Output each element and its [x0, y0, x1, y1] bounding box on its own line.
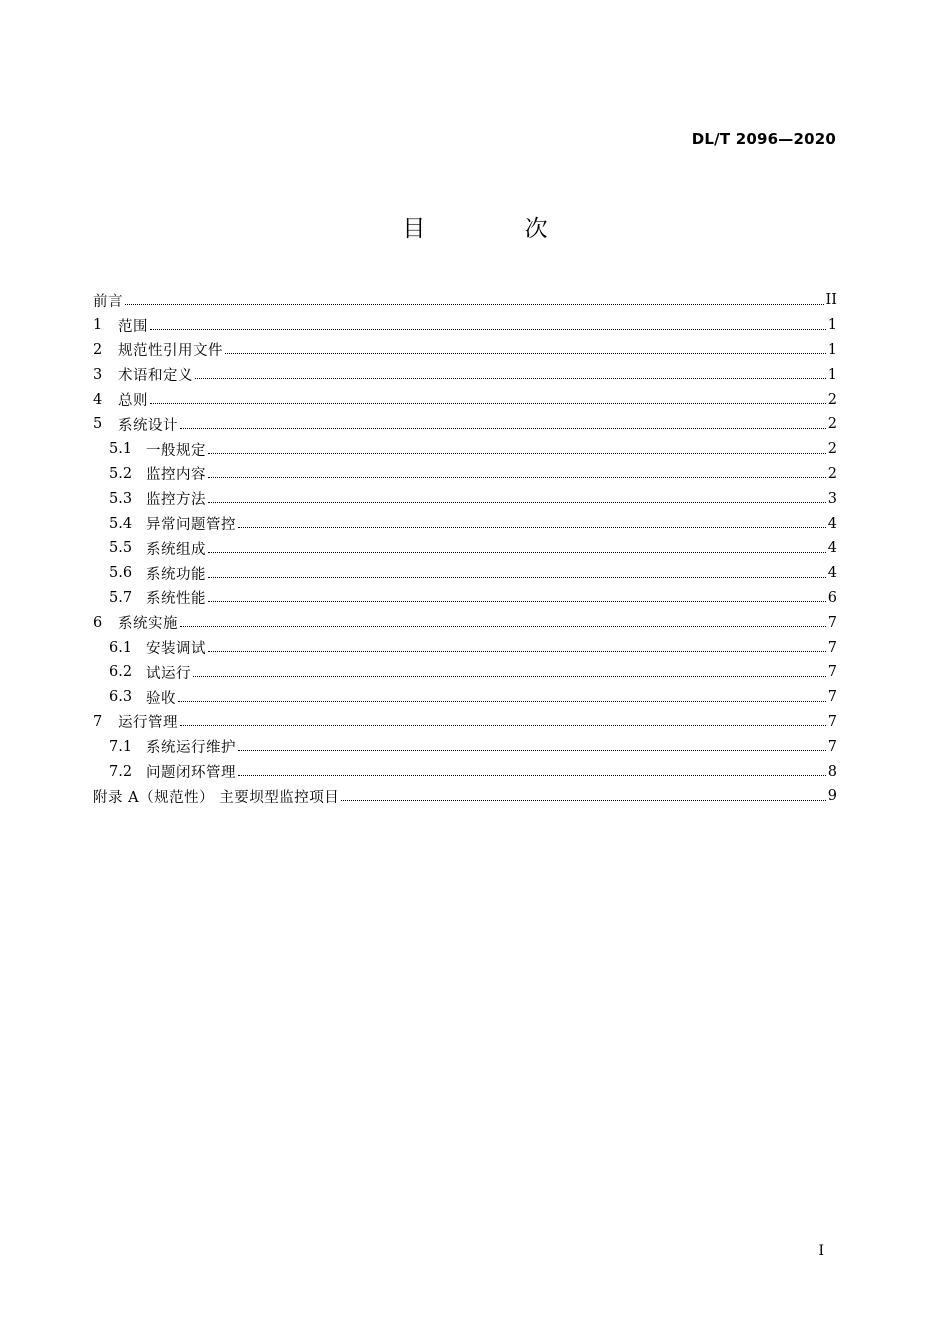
- toc-entry-title: 系统运行维护: [146, 740, 236, 757]
- toc-entry-title: 规范性引用文件: [118, 343, 223, 360]
- toc-entry-page: 6: [827, 589, 837, 606]
- toc-entry[interactable]: [93, 759, 837, 784]
- toc-dot-leader: [238, 527, 826, 528]
- toc-entry-title: 系统组成: [146, 541, 206, 558]
- toc-entry-page: II: [825, 292, 837, 309]
- toc-entry-number: 5.3: [109, 490, 133, 507]
- toc-entry-title: 监控方法: [146, 492, 206, 509]
- toc-entry-number: 5.7: [109, 589, 133, 606]
- toc-dot-leader: [208, 502, 826, 503]
- toc-entry[interactable]: [93, 586, 837, 611]
- toc-entry-page: 2: [827, 465, 837, 482]
- toc-entry-number: 7.1: [109, 738, 133, 755]
- toc-entry-number: 2: [93, 341, 103, 358]
- toc-dot-leader: [193, 676, 826, 677]
- toc-entry-title: 范围: [118, 318, 148, 335]
- toc-entry-page: 7: [827, 664, 837, 681]
- toc-entry-number: 6: [93, 614, 103, 631]
- toc-entry[interactable]: [93, 734, 837, 759]
- toc-entry-page: 1: [827, 317, 837, 334]
- toc-entry-number: 5.6: [109, 565, 133, 582]
- toc-entry[interactable]: [93, 685, 837, 710]
- toc-entry-number: 7.2: [109, 763, 133, 780]
- toc-entry-number: 1: [93, 317, 103, 334]
- toc-entry-page: 7: [827, 738, 837, 755]
- toc-dot-leader: [180, 725, 826, 726]
- toc-dot-leader: [195, 378, 826, 379]
- toc-entry-page: 7: [827, 614, 837, 631]
- toc-entry-page: 7: [827, 713, 837, 730]
- toc-entry-number: 5.2: [109, 465, 133, 482]
- toc-entry-title: 总则: [118, 393, 148, 410]
- toc-entry-page: 7: [827, 639, 837, 656]
- toc-entry[interactable]: [93, 486, 837, 511]
- toc-entry[interactable]: [93, 387, 837, 412]
- toc-dot-leader: [150, 329, 826, 330]
- toc-entry-number: 5.5: [109, 540, 133, 557]
- toc-entry-title: 试运行: [146, 665, 191, 682]
- toc-dot-leader: [180, 428, 826, 429]
- document-code: DL/T 2096—2020: [691, 130, 836, 148]
- table-of-contents: [93, 288, 837, 809]
- toc-entry-number: 5.1: [109, 441, 133, 458]
- toc-entry-title: 系统实施: [118, 616, 178, 633]
- toc-entry-title: 问题闭环管理: [146, 765, 236, 782]
- toc-entry[interactable]: [93, 412, 837, 437]
- toc-entry[interactable]: [93, 462, 837, 487]
- toc-dot-leader: [238, 775, 826, 776]
- toc-entry-page: 8: [827, 763, 837, 780]
- toc-entry-title: 术语和定义: [118, 368, 193, 385]
- toc-entry-title: 系统设计: [118, 417, 178, 434]
- toc-entry[interactable]: [93, 338, 837, 363]
- toc-entry-page: 3: [827, 490, 837, 507]
- toc-entry[interactable]: [93, 660, 837, 685]
- toc-entry-page: 9: [827, 788, 837, 805]
- toc-entry-title: 系统功能: [146, 566, 206, 583]
- toc-entry[interactable]: [93, 561, 837, 586]
- toc-entry-page: 2: [827, 441, 837, 458]
- toc-entry-page: 4: [827, 515, 837, 532]
- toc-entry-number: 6.1: [109, 639, 133, 656]
- toc-entry-page: 1: [827, 366, 837, 383]
- toc-entry-number: 3: [93, 366, 103, 383]
- toc-entry-page: 1: [827, 341, 837, 358]
- toc-entry[interactable]: [93, 784, 837, 809]
- toc-entry[interactable]: [93, 536, 837, 561]
- toc-entry-title: 附录 A（规范性） 主要坝型监控项目: [93, 789, 340, 806]
- toc-dot-leader: [208, 577, 826, 578]
- toc-entry-title: 前言: [93, 293, 123, 310]
- toc-entry-number: 5.4: [109, 515, 133, 532]
- toc-entry-number: 7: [93, 713, 103, 730]
- toc-dot-leader: [150, 403, 826, 404]
- toc-entry-title: 系统性能: [146, 591, 206, 608]
- toc-entry-page: 2: [827, 391, 837, 408]
- footer-page-number: I: [818, 1243, 824, 1259]
- toc-dot-leader: [208, 453, 826, 454]
- toc-entry-number: 4: [93, 391, 103, 408]
- toc-entry-title: 验收: [146, 690, 176, 707]
- toc-dot-leader: [125, 304, 824, 305]
- toc-entry[interactable]: [93, 511, 837, 536]
- toc-entry-title: 运行管理: [118, 715, 178, 732]
- toc-entry-number: 6.3: [109, 689, 133, 706]
- toc-title: 目 次: [402, 216, 594, 242]
- toc-entry[interactable]: [93, 313, 837, 338]
- toc-entry[interactable]: [93, 710, 837, 735]
- toc-dot-leader: [238, 750, 826, 751]
- toc-entry-page: 4: [827, 540, 837, 557]
- toc-dot-leader: [225, 353, 826, 354]
- toc-entry-page: 2: [827, 416, 837, 433]
- toc-dot-leader: [208, 552, 826, 553]
- toc-entry[interactable]: [93, 635, 837, 660]
- toc-entry[interactable]: [93, 437, 837, 462]
- toc-entry-page: 4: [827, 565, 837, 582]
- toc-dot-leader: [208, 601, 826, 602]
- toc-dot-leader: [180, 626, 826, 627]
- toc-entry-number: 5: [93, 416, 103, 433]
- toc-entry-title: 一般规定: [146, 442, 206, 459]
- toc-dot-leader: [208, 651, 826, 652]
- toc-dot-leader: [178, 701, 826, 702]
- toc-dot-leader: [208, 477, 826, 478]
- toc-entry-title: 监控内容: [146, 467, 206, 484]
- toc-entry-page: 7: [827, 689, 837, 706]
- toc-entry-number: 6.2: [109, 664, 133, 681]
- toc-dot-leader: [341, 800, 826, 801]
- toc-entry[interactable]: [93, 610, 837, 635]
- toc-entry[interactable]: [93, 288, 837, 313]
- toc-entry-title: 异常问题管控: [146, 517, 236, 534]
- toc-entry[interactable]: [93, 362, 837, 387]
- toc-entry-title: 安装调试: [146, 641, 206, 658]
